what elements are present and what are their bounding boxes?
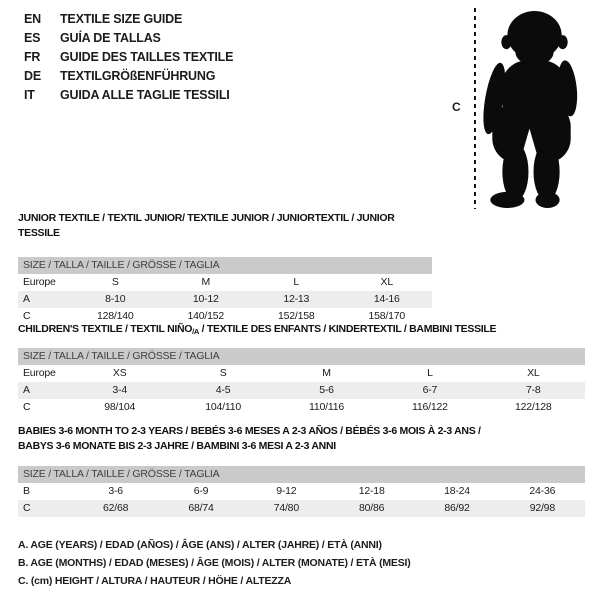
language-code: EN <box>24 12 41 26</box>
title-text: CHILDREN'S TEXTILE / TEXTIL NIÑO <box>18 323 193 335</box>
table-cell: 24-36 <box>529 485 556 497</box>
language-code: ES <box>24 31 41 45</box>
title-text: BABYS 3-6 MONATE BIS 2-3 JAHRE / BAMBINI 3-6 MESI A 2-3 ANNI <box>18 440 336 452</box>
table-cell: 12-18 <box>358 485 385 497</box>
height-c-label: C <box>452 100 461 114</box>
table-cell: 18-24 <box>444 485 470 497</box>
table-cell: 122/128 <box>515 401 552 413</box>
baby-silhouette-icon <box>482 8 579 209</box>
table-cell: 92/98 <box>529 502 555 514</box>
table-cell: 62/68 <box>103 502 129 514</box>
row-label: C <box>23 310 31 322</box>
table-cell: 68/74 <box>188 502 214 514</box>
height-dashed-line <box>474 8 476 209</box>
table-title-line <box>18 322 585 339</box>
footnote-c: C. (cm) HEIGHT / ALTURA / HAUTEUR / HÖHE / ALTEZZA <box>18 575 292 587</box>
junior-textile-table <box>18 211 432 325</box>
table-cell: 158/170 <box>368 310 406 322</box>
row-label: C <box>23 401 31 413</box>
table-cell: 140/152 <box>187 310 225 322</box>
table-title-line <box>18 439 585 454</box>
table-cell: 3-6 <box>108 485 123 497</box>
table-cell: 6-7 <box>422 384 438 396</box>
table-row-c <box>18 399 585 416</box>
language-title: GUIDE DES TAILLES TEXTILE <box>60 50 234 64</box>
table-title-line <box>18 211 432 241</box>
row-label: Europe <box>23 367 56 379</box>
language-code: DE <box>24 69 41 83</box>
table-cell: 110/116 <box>308 401 344 413</box>
table-cell: XL <box>380 276 393 288</box>
language-title-list <box>24 10 233 105</box>
table-cell: S <box>111 276 119 288</box>
table-cell: 12-13 <box>283 293 310 305</box>
table-cell: M <box>322 367 331 379</box>
language-title: GUIDA ALLE TAGLIE TESSILI <box>60 88 230 102</box>
table-cell: 6-9 <box>193 485 209 497</box>
table-cell: 104/110 <box>205 401 241 413</box>
row-label: A <box>23 384 30 396</box>
table-cell: 116/122 <box>412 401 448 413</box>
table-cell: 74/80 <box>273 502 299 514</box>
language-code: IT <box>24 88 35 102</box>
table-cell: 8-10 <box>105 293 126 305</box>
row-label: A <box>23 293 30 305</box>
table-cell: 152/158 <box>277 310 315 322</box>
table-cell: 4-5 <box>215 384 231 396</box>
table-row-b <box>18 483 585 500</box>
table-cell: M <box>201 276 211 288</box>
babies-textile-table <box>18 424 585 517</box>
table-cell: 5-6 <box>319 384 334 396</box>
size-header-bar: SIZE / TALLA / TAILLE / GRÖSSE / TAGLIA <box>18 466 585 483</box>
table-cell: XL <box>527 367 540 379</box>
table-cell: 14-16 <box>373 293 400 305</box>
size-header-bar: SIZE / TALLA / TAILLE / GRÖSSE / TAGLIA <box>18 257 432 274</box>
table-cell: 86/92 <box>444 502 470 514</box>
size-header-bar: SIZE / TALLA / TAILLE / GRÖSSE / TAGLIA <box>18 348 585 365</box>
babies-table-body <box>18 483 585 517</box>
language-code: FR <box>24 50 41 64</box>
children-table-title <box>18 322 585 339</box>
table-row-europe <box>18 365 585 382</box>
title-text: JUNIOR TEXTILE / TEXTIL JUNIOR/ TEXTILE JUNIOR / JUNIORTEXTIL / JUNIOR TESSILE <box>18 212 395 239</box>
table-cell: S <box>219 367 227 379</box>
table-row-c <box>18 500 585 517</box>
children-textile-table <box>18 322 585 416</box>
table-cell: 10-12 <box>192 293 219 305</box>
table-row-a <box>18 291 432 308</box>
junior-table-title <box>18 211 432 241</box>
language-row-it <box>24 86 233 105</box>
table-cell: 80/86 <box>359 502 385 514</box>
table-title-line <box>18 424 585 439</box>
table-cell: 9-12 <box>276 485 297 497</box>
title-text: / TEXTILE DES ENFANTS / KINDERTEXTIL / BAMBINI TESSILE <box>199 323 497 335</box>
language-row-en <box>24 10 233 29</box>
table-cell: 7-8 <box>526 384 541 396</box>
title-subscript: /A <box>192 327 200 336</box>
table-row-europe <box>18 274 432 291</box>
language-title: TEXTILE SIZE GUIDE <box>60 12 183 26</box>
footnote-b: B. AGE (MONTHS) / EDAD (MESES) / ÂGE (MOIS) / ALTER (MONATE) / ETÀ (MESI) <box>18 557 411 569</box>
row-label: B <box>23 485 30 497</box>
table-cell: 128/140 <box>96 310 134 322</box>
language-title: GUÍA DE TALLAS <box>60 31 161 45</box>
language-row-es <box>24 29 233 48</box>
row-label: Europe <box>23 276 56 288</box>
table-cell: L <box>293 276 300 288</box>
junior-table-body <box>18 274 432 325</box>
table-cell: 3-4 <box>112 384 127 396</box>
language-row-de <box>24 67 233 86</box>
table-cell: XS <box>112 367 127 379</box>
footnotes <box>18 536 411 590</box>
children-table-body <box>18 365 585 416</box>
babies-table-title <box>18 424 585 454</box>
title-text: BABIES 3-6 MONTH TO 2-3 YEARS / BEBÉS 3-6 MESES A 2-3 AÑOS / BÉBÉS 3-6 MOIS À 2-3 ANS / <box>18 425 481 437</box>
table-row-a <box>18 382 585 399</box>
table-cell: 98/104 <box>104 401 136 413</box>
row-label: C <box>23 502 31 514</box>
table-cell: L <box>427 367 433 379</box>
language-row-fr <box>24 48 233 67</box>
footnote-a: A. AGE (YEARS) / EDAD (AÑOS) / ÂGE (ANS) / ALTER (JAHRE) / ETÀ (ANNI) <box>18 539 382 551</box>
language-title: TEXTILGRÖßENFÜHRUNG <box>60 69 216 83</box>
